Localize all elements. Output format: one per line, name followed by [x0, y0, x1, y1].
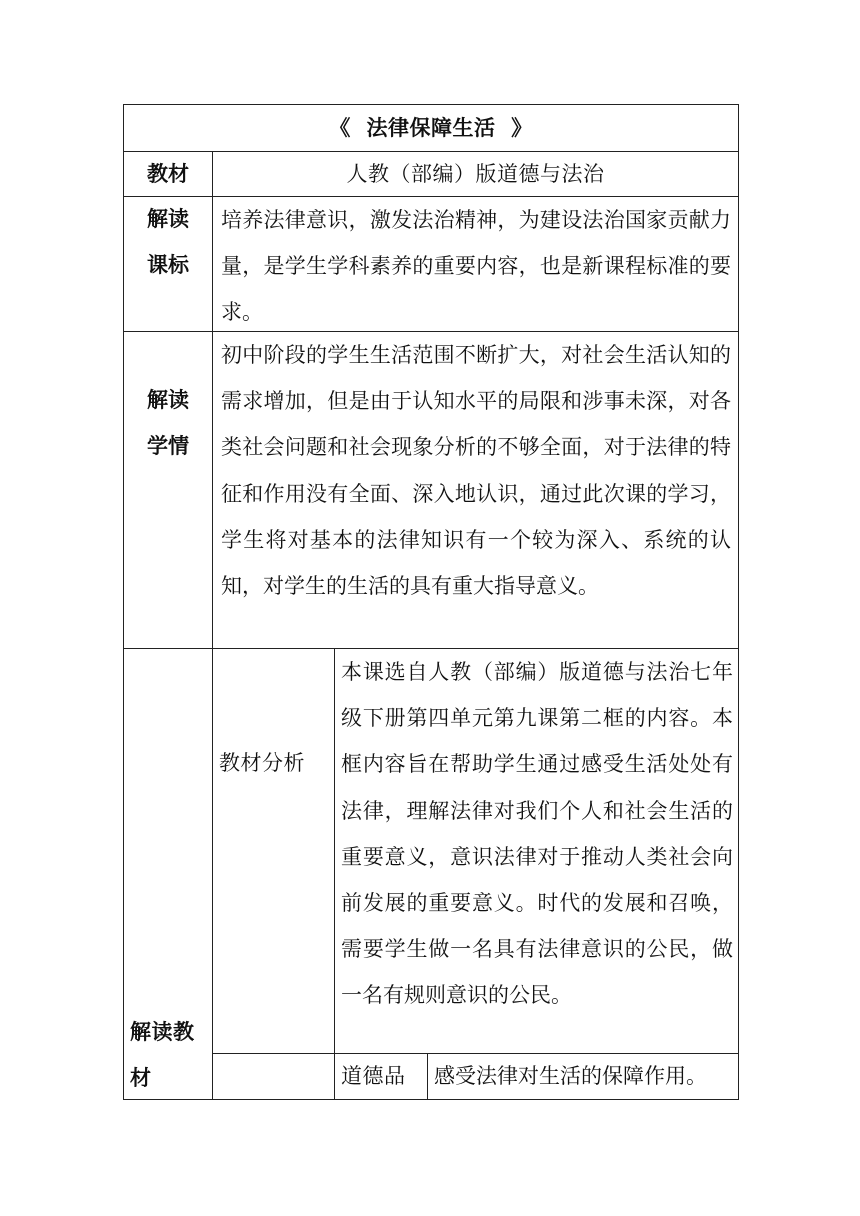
table-border-top	[123, 104, 739, 105]
students-label-line1: 解读	[147, 388, 189, 412]
material-label-line1: 解读教	[130, 1020, 195, 1044]
curriculum-label-line1: 解读	[147, 207, 189, 231]
table-col-analysis-divider	[334, 648, 335, 1100]
table-col-label-divider	[212, 151, 213, 1100]
material-sub-text: 感受法律对生活的保障作用。	[434, 1064, 707, 1088]
textbook-value: 人教（部编）版道德与法治	[346, 162, 605, 186]
table-border-right	[738, 104, 739, 1100]
material-sub-label: 道德品	[341, 1064, 406, 1088]
curriculum-text: 培养法律意识，激发法治精神，为建设法治国家贡献力量，是学生学科素养的重要内容，也是新课程标准的要求。	[221, 208, 731, 325]
textbook-label: 教材	[147, 162, 189, 186]
curriculum-label-line2: 课标	[147, 253, 189, 277]
material-label-line2: 材	[130, 1066, 152, 1090]
page-title: 《 法律保障生活 》	[329, 116, 533, 140]
table-border-bottom	[123, 1099, 739, 1100]
students-label-line2: 学情	[147, 434, 189, 458]
material-analysis-text: 本课选自人教（部编）版道德与法治七年级下册第四单元第九课第二框的内容。本框内容旨在帮助学生通过感受生活处处有法律，理解法律对我们个人和社会生活的重要意义，意识法律对于推动人类社会向前发展的重要意义。时代的发展和召唤，需要学生做一名具有法律意识的公民，做一名有规则意识的公民。	[341, 660, 733, 1008]
table-col-sub-divider	[427, 1053, 428, 1100]
students-text: 初中阶段的学生生活范围不断扩大，对社会生活认知的需求增加，但是由于认知水平的局限和涉事未深，对各类社会问题和社会现象分析的不够全面，对于法律的特征和作用没有全面、深入地认识，通过此次课的学习，学生将对基本的法律知识有一个较为深入、系统的认知，对学生的生活的具有重大指导意义。	[221, 343, 731, 599]
material-analysis-label: 教材分析	[219, 751, 305, 775]
